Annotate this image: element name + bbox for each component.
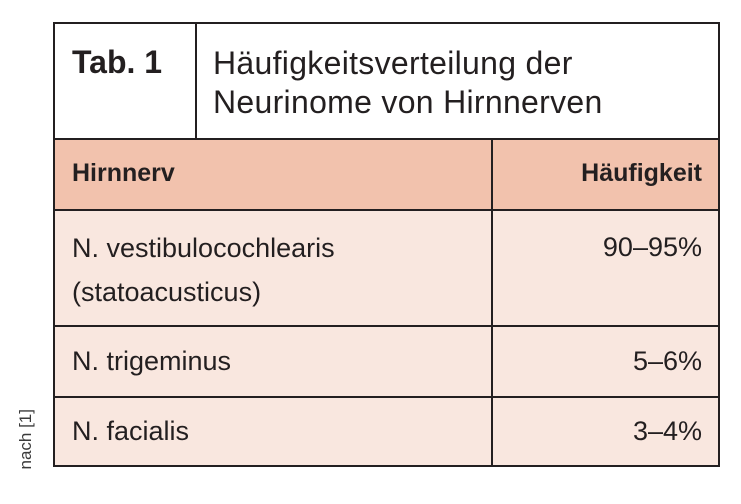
table-row xyxy=(55,327,718,398)
frequency-table xyxy=(53,22,720,467)
column-header-frequency: Häufigkeit xyxy=(581,159,702,187)
nerve-name: N. vestibulocochlearis xyxy=(72,233,335,263)
frequency-cell: 5–6% xyxy=(632,346,702,376)
table-row xyxy=(55,211,718,327)
source-note-text: nach [1] xyxy=(16,408,35,469)
table-title-line-1: Häufigkeitsverteilung der xyxy=(213,45,573,81)
nerve-alt-name: (statoacusticus) xyxy=(72,277,262,307)
nerve-cell: N. trigeminus xyxy=(55,327,493,396)
source-note xyxy=(14,385,38,469)
table-label: Tab. 1 xyxy=(55,24,197,138)
table-title xyxy=(197,24,603,138)
frequency-cell: 3–4% xyxy=(632,416,702,446)
table-row xyxy=(55,398,718,465)
column-header-nerve: Hirnnerv xyxy=(55,140,493,209)
table-header-row xyxy=(55,140,718,211)
nerve-cell: N. facialis xyxy=(55,398,493,465)
table-title-row xyxy=(55,24,718,140)
table-title-line-2: Neurinome von Hirnnerven xyxy=(213,84,603,120)
frequency-cell: 90–95% xyxy=(602,232,702,262)
nerve-cell xyxy=(55,211,493,325)
